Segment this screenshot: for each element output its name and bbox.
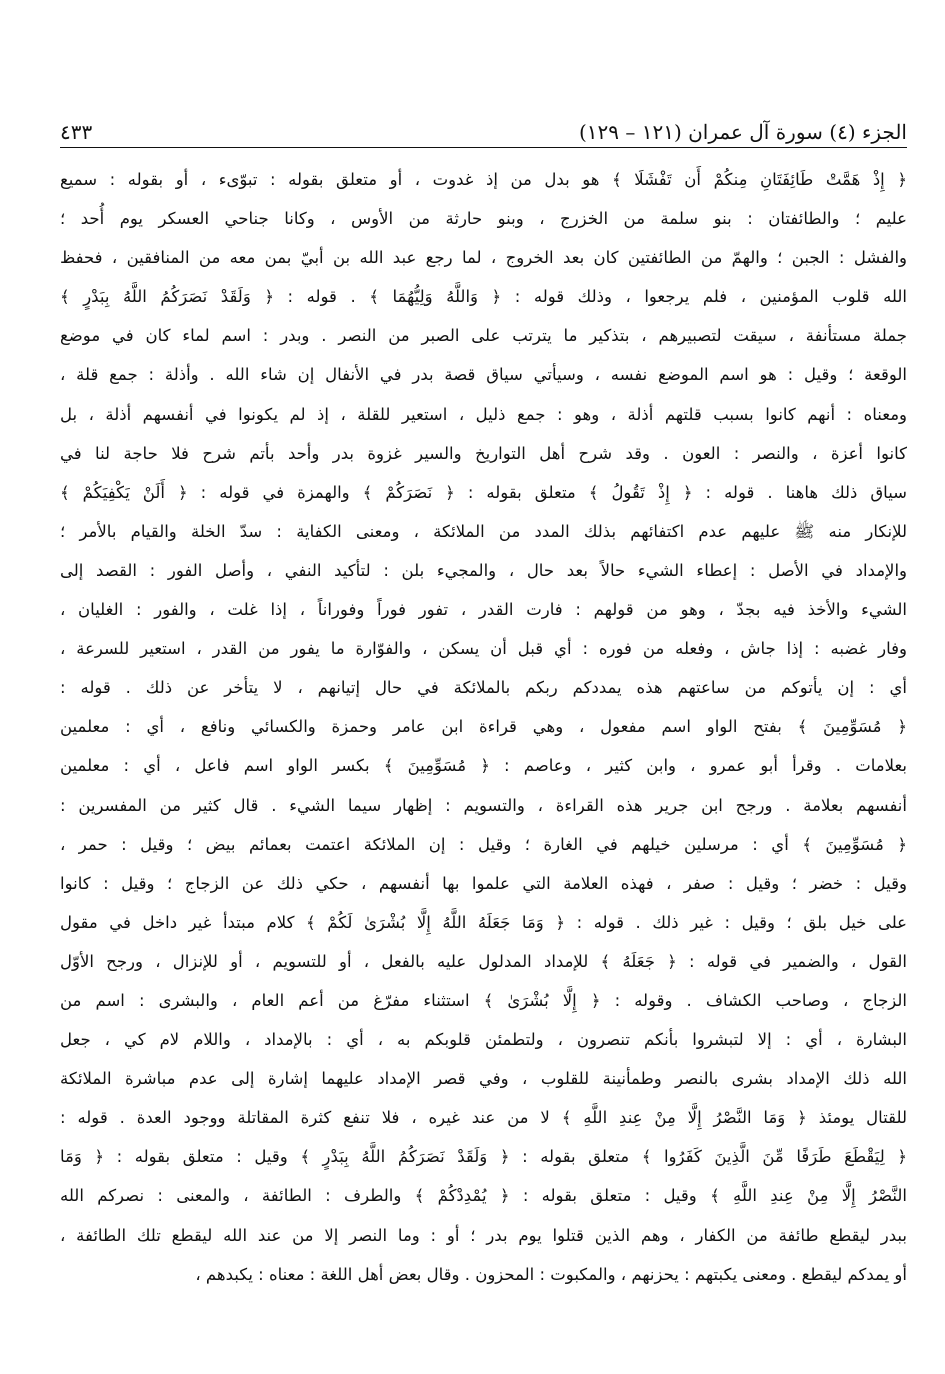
text-line: الشيء والأخذ فيه بجدّ ، وهو من قولهم : فارت القدر ، تفور فوراً وفوراناً ، إذا غلت ، والفور : الغليان ، xyxy=(60,600,907,620)
text-line: ومعناه : أنهم كانوا بسبب قلتهم أذلة ، وهو : جمع ذليل ، استعير للقلة ، إذ لم يكونوا في أنفسهم أذلة ، بل xyxy=(60,404,907,424)
text-line: للإنكار منه ﷺ عليهم عدم اكتفائهم بذلك المدد من الملائكة ، ومعنى الكفاية : سدّ الخلة والقيام بالأمر ؛ xyxy=(60,521,907,541)
text-line: البشارة ، أي : إلا لتبشروا بأنكم تنصرون ، ولتطمئن قلوبكم به ، أي : بالإمداد ، واللام لام كي ، جعل xyxy=(60,1030,907,1050)
text-line: أنفسهم بعلامة . ورجح ابن جرير هذه القراءة ، والتسويم : إظهار سيما الشيء . قال كثير من المفسرين : xyxy=(60,795,907,815)
body-text xyxy=(60,160,907,1294)
text-line: أي : إن يأتوكم من ساعتهم هذه يمددكم ربكم بالملائكة في حال إتيانهم ، لا يتأخر عن ذلك . قوله : xyxy=(60,678,907,698)
text-line: الوقعة ؛ وقيل : هو اسم الموضع نفسه ، وسيأتي سياق قصة بدر في الأنفال إن شاء الله . وأذلة : جمع قلة ، xyxy=(60,365,907,385)
running-head: الجزء (٤) سورة آل عمران (١٢١ – ١٢٩) xyxy=(578,120,907,144)
text-line: بعلامات . وقرأ أبو عمرو ، وابن كثير ، وعاصم : ﴿ مُسَوِّمِينَ ﴾ بكسر الواو اسم فاعل ، أي : معلمين xyxy=(60,756,907,776)
text-line: وقيل : خضر ؛ وقيل : صفر ، فهذه العلامة التي علموا بها أنفسهم ، حكي ذلك عن الزجاج ؛ وقيل : كانوا xyxy=(60,873,907,893)
text-line: كانوا أعزة ، والنصر : العون . وقد شرح أهل التواريخ والسير غزوة بدر وأحد بأتم شرح فلا حاجة لنا في xyxy=(60,443,907,463)
header-rule xyxy=(60,147,907,148)
text-line: والفشل : الجبن ؛ والهمّ من الطائفتين كان بعد الخروج ، لما رجع عبد الله بن أبيّ بمن معه من المنافقين ، فحفظ xyxy=(60,248,907,268)
text-line: على خيل بلق ؛ وقيل : غير ذلك . قوله : ﴿ وَمَا جَعَلَهُ اللَّهُ إِلَّا بُشْرَىٰ لَكُمْ ﴾ كلام مبتدأ غير داخل في مقول xyxy=(60,912,907,932)
text-line: الزجاج ، وصاحب الكشاف . وقوله : ﴿ إِلَّا بُشْرَىٰ ﴾ استثناء مفرّغ من أعم العام ، والبشرى : اسم من xyxy=(60,990,907,1010)
text-line: ﴿ لِيَقْطَعَ طَرَفًا مِّنَ الَّذِينَ كَفَرُوا ﴾ متعلق بقوله : ﴿ وَلَقَدْ نَصَرَكُمُ اللَّهُ بِبَدْرٍ ﴾ وقيل : متعلق بقوله : ﴿ وَمَا xyxy=(60,1147,907,1167)
text-line: للقتال يومئذ ﴿ وَمَا النَّصْرُ إِلَّا مِنْ عِندِ اللَّهِ ﴾ لا من عند غيره ، فلا تنفع كثرة المقاتلة ووجود العدة . قوله : xyxy=(60,1108,907,1128)
text-line: عليم ؛ والطائفتان : بنو سلمة من الخزرج ، وبنو حارثة من الأوس ، وكانا جناحي العسكر يوم أُحد ؛ xyxy=(60,209,907,229)
page-number: ٤٣٣ xyxy=(60,120,93,144)
text-line: النَّصْرُ إِلَّا مِنْ عِندِ اللَّهِ ﴾ وقيل : متعلق بقوله : ﴿ يُمْدِدْكُمْ ﴾ والطرف : الطائفة ، والمعنى : نصركم الله xyxy=(60,1186,907,1206)
text-line: أو يمدكم ليقطع . ومعنى يكبتهم : يحزنهم ، والمكبوت : المحزون . وقال بعض أهل اللغة : معناه : يكبدهم ، xyxy=(195,1264,907,1284)
text-line: ﴿ إِذْ هَمَّتْ طَائِفَتَانِ مِنكُمْ أَن تَفْشَلَا ﴾ هو بدل من إذ غدوت ، أو متعلق بقوله : تبوّىء ، أو بقوله : سميع xyxy=(60,170,907,189)
text-line: سياق ذلك هاهنا . قوله : ﴿ إِذْ تَقُولُ ﴾ متعلق بقوله : ﴿ نَصَرَكُمْ ﴾ والهمزة في قوله : ﴿ أَلَنْ يَكْفِيَكُمْ ﴾ xyxy=(60,482,907,502)
text-line: جملة مستأنفة ، سيقت لتصبيرهم ، بتذكير ما يترتب على الصبر من النصر . وبدر : اسم لماء كان في موضع xyxy=(60,326,907,346)
text-line: الله ذلك الإمداد بشرى بالنصر وطمأنينة للقلوب ، وفي قصر الإمداد عليهما إشارة إلى عدم مباشرة الملائكة xyxy=(60,1069,907,1089)
text-line: القول ، والضمير في قوله : ﴿ جَعَلَهُ ﴾ للإمداد المدلول عليه بالفعل ، أو للتسويم ، أو للإنزال ، ورجح الأوّل xyxy=(60,951,907,971)
text-line: والإمداد في الأصل : إعطاء الشيء حالاً بعد حال ، والمجيء بلن : لتأكيد النفي ، وأصل الفور : القصد إلى xyxy=(60,560,907,580)
page-header xyxy=(60,112,907,144)
text-line: الله قلوب المؤمنين ، فلم يرجعوا ، وذلك قوله : ﴿ وَاللَّهُ وَلِيُّهُمَا ﴾ . قوله : ﴿ وَلَقَدْ نَصَرَكُمُ اللَّهُ بِبَدْرٍ ﴾ xyxy=(60,287,907,307)
text-line: ببدر ليقطع طائفة من الكفار ، وهم الذين قتلوا يوم بدر ؛ أو : وما النصر إلا من عند الله ليقطع تلك الطائفة ، xyxy=(60,1225,907,1245)
text-line: وفار غضبه : إذا جاش ، وفعله من فوره : أي قبل أن يسكن ، والفوّارة ما يفور من القدر ، استعير للسرعة ، xyxy=(60,639,907,659)
text-line: ﴿ مُسَوِّمِينَ ﴾ أي : مرسلين خيلهم في الغارة ؛ وقيل : إن الملائكة اعتمت بعمائم بيض ؛ وقيل : حمر ، xyxy=(60,834,907,854)
text-line: ﴿ مُسَوِّمِينَ ﴾ بفتح الواو اسم مفعول ، وهي قراءة ابن عامر وحمزة والكسائي ونافع ، أي : معلمين xyxy=(60,717,907,737)
